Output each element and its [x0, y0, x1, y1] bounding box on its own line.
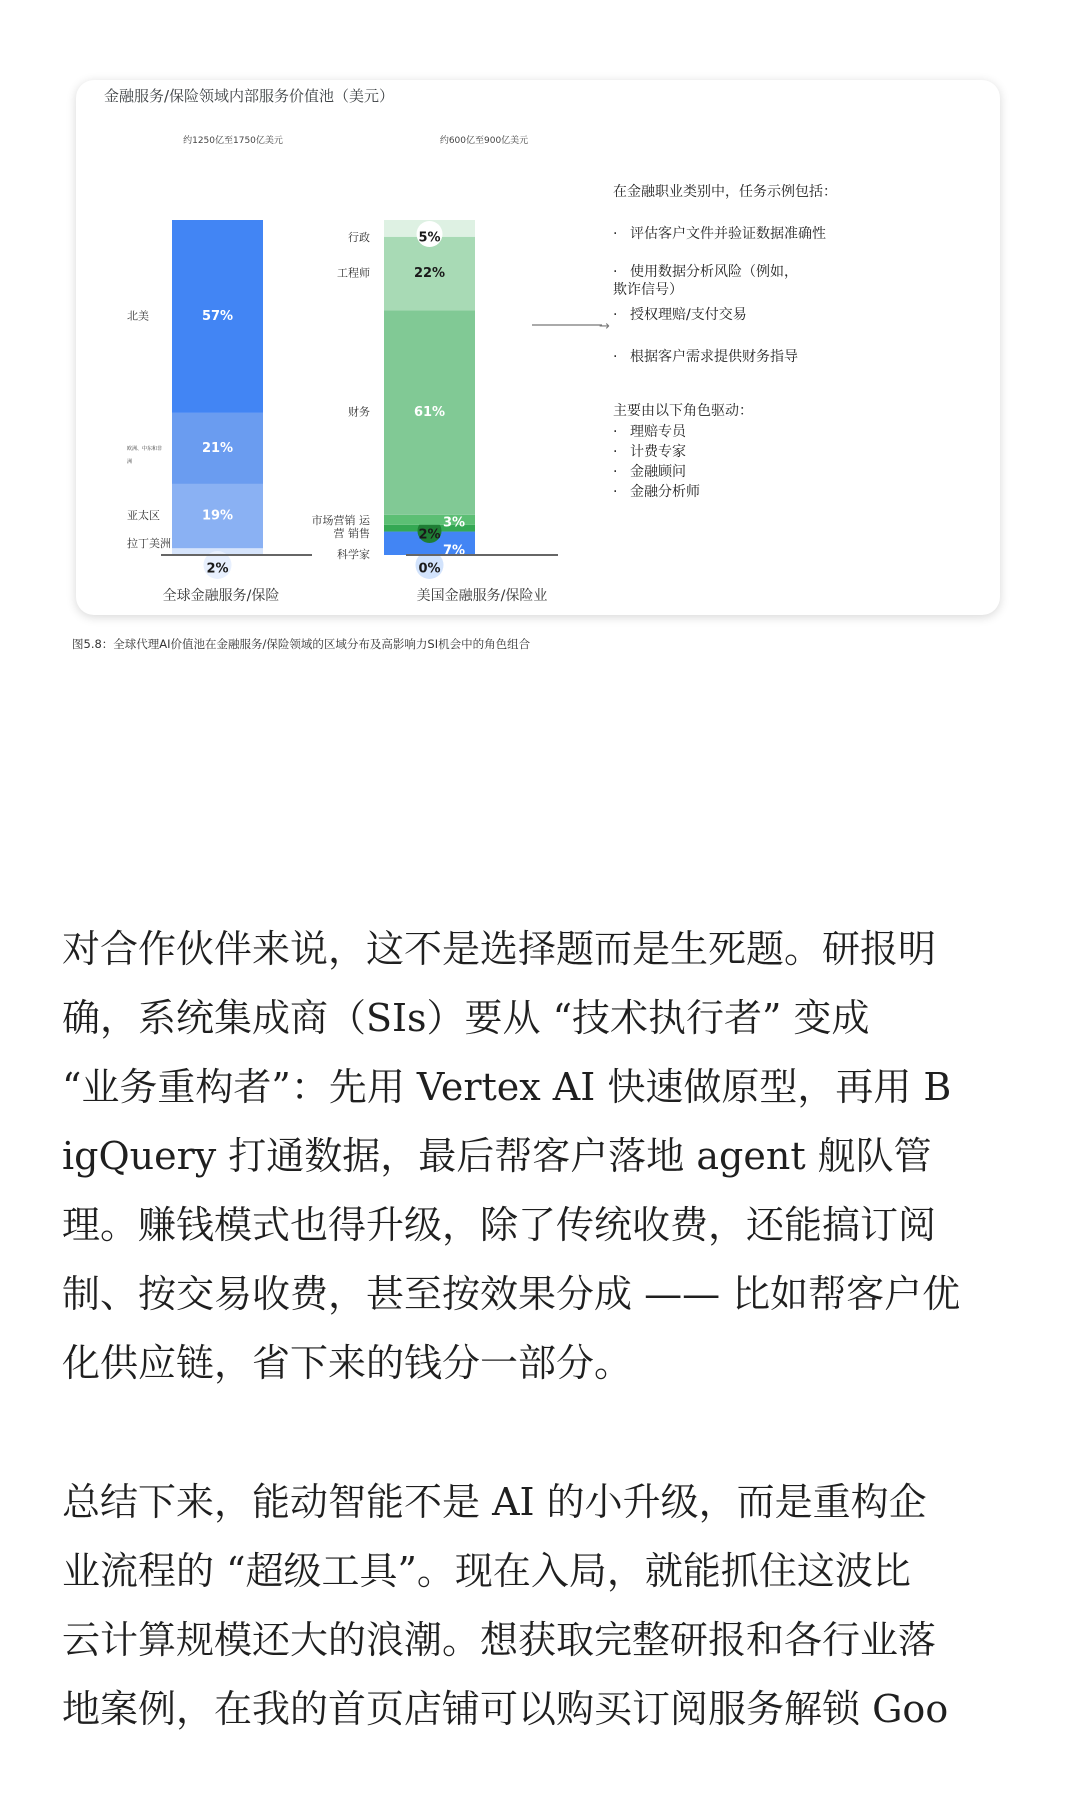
segment-name-label: 工程师 — [337, 266, 370, 280]
bar-value-label: 22% — [413, 266, 446, 282]
article-body — [62, 915, 1042, 1744]
bar-value-label: 2% — [206, 561, 229, 577]
chart2-xlabel: 美国金融服务/保险业 — [416, 588, 548, 604]
chart2-total-label: 约600亿至900亿美元 — [439, 136, 529, 146]
figure-card — [76, 80, 1000, 615]
segment-name-label: 行政 — [348, 231, 370, 244]
bar-value-label: 0% — [418, 561, 441, 577]
bar-value-label: 19% — [201, 508, 234, 524]
article-line: 制、按交易收费，甚至按效果分成 —— 比如帮客户优 — [62, 1272, 961, 1316]
article-line: 地案例，在我的首页店铺可以购买订阅服务解锁 Goo — [62, 1687, 949, 1731]
chart1-xlabel: 全球金融服务/保险 — [162, 588, 280, 604]
article-line: 对合作伙伴来说，这不是选择题而是生死题。研报明 — [62, 927, 937, 971]
bar-value-label: 7% — [442, 543, 466, 559]
article-paragraph — [62, 1468, 1042, 1744]
bullet-dot: · — [613, 349, 618, 365]
task-item: 授权理赔/支付交易 — [630, 307, 747, 323]
bar-value-label: 21% — [201, 440, 234, 456]
article-line: 理。赚钱模式也得升级，除了传统收费，还能搞订阅 — [62, 1203, 937, 1247]
article-line: 云计算规模还大的浪潮。想获取完整研报和各行业落 — [62, 1618, 937, 1662]
article-line: 业流程的 “超级工具”。现在入局，就能抓住这波比 — [62, 1549, 911, 1593]
segment-name-label: 北美 — [127, 309, 149, 323]
segment-name-label: 财务 — [348, 405, 370, 419]
article-paragraph — [62, 915, 1042, 1398]
article-line: 总结下来，能动智能不是 AI 的小升级，而是重构企 — [62, 1480, 927, 1524]
role-item: 金融顾问 — [630, 464, 686, 480]
chart-us — [312, 220, 476, 579]
role-item: 金融分析师 — [630, 484, 700, 500]
figure-title: 金融服务/保险领域内部服务价值池（美元） — [104, 87, 395, 105]
segment-name-label: 市场营销 运 — [311, 514, 370, 527]
bar-value-label: 3% — [442, 515, 466, 531]
figure-graphic — [76, 80, 1000, 615]
bullet-dot: · — [613, 307, 618, 323]
bar-value-label: 2% — [418, 527, 441, 543]
segment-name-label: 科学家 — [337, 548, 370, 561]
role-item: 理赔专员 — [630, 424, 686, 440]
chart1-total-label: 约1250亿至1750亿美元 — [183, 136, 283, 146]
bar-value-label: 61% — [413, 405, 446, 421]
bullet-dot: · — [613, 226, 618, 242]
task-item: 使用数据分析风险（例如， — [630, 264, 798, 280]
task-item-cont: 欺诈信号） — [613, 282, 683, 298]
segment-name-label: 亚太区 — [127, 509, 160, 523]
bullet-dot: · — [613, 484, 618, 500]
arrow-icon: → — [599, 319, 610, 334]
bar-value-label: 5% — [418, 230, 441, 246]
article-line: igQuery 打通数据，最后帮客户落地 agent 舰队管 — [62, 1134, 932, 1178]
segment-name-label: 洲 — [127, 458, 133, 465]
bullet-dot: · — [613, 444, 618, 460]
article-line: “业务重构者”：先用 Vertex AI 快速做原型，再用 B — [62, 1065, 952, 1109]
segment-name-label: 欧洲、中东和非 — [127, 445, 163, 452]
chart-global — [127, 220, 263, 579]
task-heading: 在金融职业类别中，任务示例包括： — [613, 184, 837, 200]
bar-value-label: 57% — [201, 308, 234, 324]
bullet-dot: · — [613, 424, 618, 440]
bullet-dot: · — [613, 264, 618, 280]
segment-name-label: 营 销售 — [333, 527, 370, 540]
figure-caption: 图5.8：全球代理AI价值池在金融服务/保险领域的区域分布及高影响力SI机会中的角色组合 — [72, 637, 531, 651]
article-line: 化供应链，省下来的钱分一部分。 — [62, 1341, 633, 1385]
role-item: 计费专家 — [630, 444, 686, 460]
bullet-dot: · — [613, 464, 618, 480]
article-line: 确，系统集成商（SIs）要从 “技术执行者” 变成 — [62, 996, 870, 1040]
task-item: 根据客户需求提供财务指导 — [630, 349, 798, 365]
task-item: 评估客户文件并验证数据准确性 — [630, 226, 826, 242]
segment-name-label: 拉丁美洲 — [127, 537, 171, 550]
roles-heading: 主要由以下角色驱动： — [613, 403, 753, 419]
task-panel — [613, 183, 837, 500]
